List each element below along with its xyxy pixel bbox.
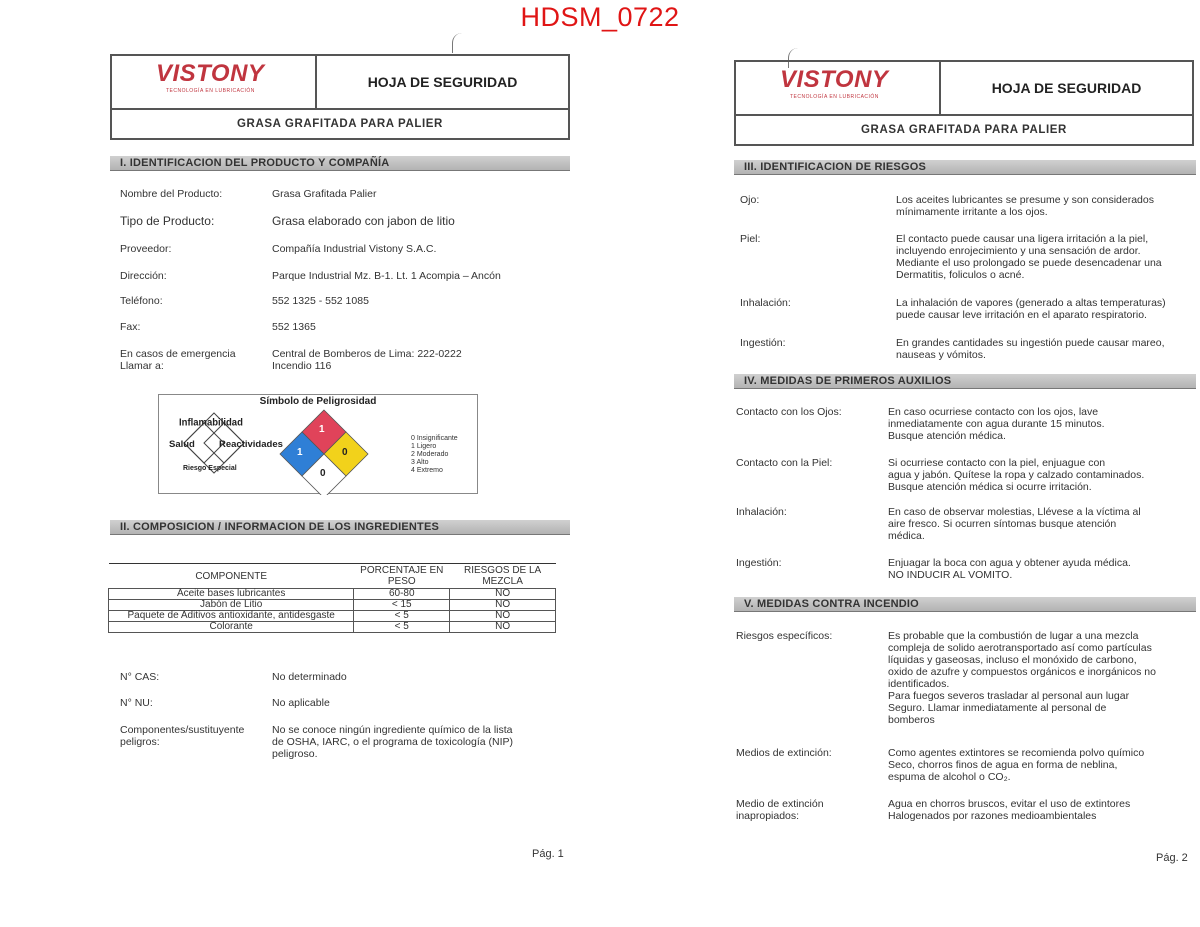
risk-text-line: nauseas y vómitos. [896, 349, 986, 361]
first-aid-text [888, 457, 1144, 493]
emergency-label-line: Llamar a: [120, 360, 164, 372]
risk-text-line: incluyendo enrojecimiento y una sensación de ardor. [896, 245, 1141, 257]
identifier-value: No aplicable [272, 697, 330, 709]
first-aid-label: Ingestión: [736, 557, 782, 569]
composition-table [108, 563, 556, 633]
risk-text-line: En grandes cantidades su ingestión puede causar mareo, [896, 337, 1165, 349]
id-value: 552 1365 [272, 321, 316, 333]
first-aid-row [736, 557, 1196, 581]
id-label: Proveedor: [120, 243, 172, 255]
product-name-header: GRASA GRAFITADA PARA PALIER [112, 108, 568, 138]
fire-row [736, 747, 1196, 785]
logo-tagline: TECNOLOGÍA EN LUBRICACIÓN [790, 94, 879, 100]
risk-row [740, 194, 1195, 218]
table-cell: < 5 [354, 611, 450, 622]
fire-label [736, 798, 824, 822]
hazard-symbol-title: Símbolo de Peligrosidad [259, 396, 377, 407]
vistony-logo [156, 62, 264, 94]
page-1 [100, 44, 570, 914]
hazard-label-health: Salud [169, 439, 195, 450]
id-label: Nombre del Producto: [120, 188, 223, 200]
table-row [109, 611, 556, 622]
risk-row [740, 297, 1195, 321]
fire-label: Medios de extinción: [736, 747, 832, 759]
fire-line: Como agentes extintores se recomienda polvo químico [888, 747, 1145, 759]
identifier-row [120, 671, 560, 683]
hazard-label-special: Riesgo Especial [183, 465, 237, 472]
risk-text [896, 194, 1154, 218]
identifier-label: N° CAS: [120, 671, 160, 683]
risk-text-line: Los aceites lubricantes se presume y son considerados [896, 194, 1154, 206]
risk-text-line: mínimamente irritante a los ojos. [896, 206, 1048, 218]
nfpa-diamond [280, 410, 368, 495]
first-aid-text [888, 406, 1105, 442]
value-line: No se conoce ningún ingrediente químico de la lista [272, 724, 513, 736]
risk-text-line: Dermatitis, foliculos o acné. [896, 269, 1025, 281]
id-label: Teléfono: [120, 295, 163, 307]
fire-line: Halogenados por razones medioambientales [888, 810, 1097, 822]
column-header: PORCENTAJE EN PESO [354, 564, 450, 589]
emergency-row [120, 348, 560, 374]
id-row [120, 321, 560, 333]
id-value: Parque Industrial Mz. B-1. Lt. 1 Acompia – Ancón [272, 270, 501, 282]
value-line: peligroso. [272, 748, 318, 760]
page-number: Pág. 2 [1156, 852, 1188, 864]
page-2 [728, 44, 1198, 914]
emergency-value-line: Central de Bomberos de Lima: 222-0222 [272, 348, 462, 360]
first-aid-row [736, 406, 1196, 442]
first-aid-line: aire fresco. Si ocurren síntomas busque atención [888, 518, 1117, 530]
fire-text [888, 747, 1144, 783]
section-1-heading: I. IDENTIFICACION DEL PRODUCTO Y COMPAÑÍA [110, 156, 570, 171]
id-label: Dirección: [120, 270, 167, 282]
vistony-logo [780, 68, 888, 100]
first-aid-row [736, 506, 1196, 542]
logo-cell [112, 56, 317, 108]
document-code: HDSM_0722 [520, 2, 680, 32]
fire-line: Para fuegos severos trasladar al personal aun lugar [888, 690, 1130, 702]
risk-label: Ojo: [740, 194, 760, 206]
fire-line: Seco, chorros finos de agua en forma de neblina, [888, 759, 1118, 771]
id-value: 552 1325 - 552 1085 [272, 295, 369, 307]
table-cell: Colorante [109, 622, 354, 633]
table-row [109, 589, 556, 600]
page-number: Pág. 1 [532, 848, 564, 860]
logo-cell [736, 62, 941, 114]
id-row [120, 270, 560, 282]
id-value: Grasa Grafitada Palier [272, 188, 377, 200]
first-aid-line: médica. [888, 530, 925, 542]
identifier-value: No determinado [272, 671, 347, 683]
risk-label: Piel: [740, 233, 761, 245]
fire-row [736, 798, 1196, 822]
id-value: Grasa elaborado con jabon de litio [272, 214, 455, 228]
fire-line: identificados. [888, 678, 950, 690]
value-line: de OSHA, IARC, o el programa de toxicología (NIP) [272, 736, 514, 748]
logo-tagline: TECNOLOGÍA EN LUBRICACIÓN [166, 88, 255, 94]
id-row [120, 215, 560, 229]
risk-row [740, 233, 1195, 281]
risk-label: Inhalación: [740, 297, 791, 309]
section-5-heading: V. MEDIDAS CONTRA INCENDIO [734, 597, 1196, 612]
hazard-label-reactivity: Reactividades [219, 439, 283, 450]
first-aid-label: Contacto con los Ojos: [736, 406, 842, 418]
document-title: HOJA DE SEGURIDAD [991, 80, 1142, 96]
scale-entry: 1 Ligero [411, 443, 437, 450]
scale-entry: 4 Extremo [411, 467, 443, 474]
emergency-value-line: Incendio 116 [272, 360, 332, 372]
first-aid-text [888, 557, 1131, 581]
nfpa-reactivity-value: 0 [342, 447, 348, 458]
label-line: Componentes/sustituyente [120, 724, 245, 736]
id-label: Tipo de Producto: [120, 214, 215, 228]
fire-text [888, 798, 1130, 822]
fire-label-line: Medio de extinción [736, 798, 824, 810]
label-line: peligros: [120, 736, 160, 748]
table-cell: NO [450, 589, 556, 600]
fire-line: compleja de solido aerotransportado así como partículas [888, 642, 1152, 654]
table-row [109, 622, 556, 633]
risk-label: Ingestión: [740, 337, 786, 349]
fire-label: Riesgos específicos: [736, 630, 833, 642]
first-aid-text [888, 506, 1141, 542]
fire-line: Es probable que la combustión de lugar a una mezcla [888, 630, 1139, 642]
first-aid-line: agua y jabón. Quítese la ropa y calzado contaminados. [888, 469, 1145, 481]
emergency-value [272, 348, 462, 372]
risk-text [896, 337, 1165, 361]
hazard-symbol-box [158, 394, 478, 494]
first-aid-label: Inhalación: [736, 506, 787, 518]
table-cell: Jabón de Litio [109, 600, 354, 611]
nfpa-health-value: 1 [297, 447, 303, 458]
id-row [120, 188, 560, 200]
first-aid-line: En caso de observar molestias, Llévese a la víctima al [888, 506, 1141, 518]
first-aid-label: Contacto con la Piel: [736, 457, 833, 469]
first-aid-line: Busque atención médica si ocurre irritación. [888, 481, 1092, 493]
first-aid-line: En caso ocurriese contacto con los ojos, lave [888, 406, 1099, 418]
risk-text [896, 297, 1166, 321]
hazard-label-flammability: Inflamabilidad [179, 416, 243, 429]
table-cell: 60-80 [354, 589, 450, 600]
risk-text-line: El contacto puede causar una ligera irritación a la piel, [896, 233, 1149, 245]
table-cell: NO [450, 622, 556, 633]
first-aid-line: Si ocurriese contacto con la piel, enjuague con [888, 457, 1106, 469]
table-cell: < 5 [354, 622, 450, 633]
nfpa-flammability-value: 1 [319, 424, 325, 435]
risk-text [896, 233, 1162, 281]
nfpa-special-value: 0 [320, 468, 326, 479]
table-header-row [109, 564, 556, 589]
page-curl [452, 33, 466, 53]
logo-text: VISTONY [156, 60, 265, 87]
logo-text: VISTONY [780, 66, 889, 93]
hazardous-components-row [120, 724, 560, 762]
first-aid-line: Enjuagar la boca con agua y obtener ayuda médica. [888, 557, 1131, 569]
id-value: Compañía Industrial Vistony S.A.C. [272, 243, 437, 255]
scale-entry: 3 Alto [411, 459, 429, 466]
hazardous-components-label [120, 724, 244, 748]
emergency-label-line: En casos de emergencia [120, 348, 236, 360]
id-label: Fax: [120, 321, 141, 333]
fire-line: oxido de azufre y compuestos orgánicos e inorgánicos no [888, 666, 1156, 678]
page-1-header [110, 54, 570, 140]
fire-line: Agua en chorros bruscos, evitar el uso de extintores [888, 798, 1131, 810]
hazardous-components-value [272, 724, 513, 760]
table-cell: Aceite bases lubricantes [109, 589, 354, 600]
scale-entry: 0 Insignificante [411, 435, 458, 442]
table-cell: < 15 [354, 600, 450, 611]
table-row [109, 600, 556, 611]
identifier-label: N° NU: [120, 697, 153, 709]
risk-row [740, 337, 1195, 361]
risk-text-line: La inhalación de vapores (generado a altas temperaturas) [896, 297, 1166, 309]
section-4-heading: IV. MEDIDAS DE PRIMEROS AUXILIOS [734, 374, 1196, 389]
emergency-label [120, 348, 236, 372]
risk-text-line: puede causar leve irritación en el aparato respiratorio. [896, 309, 1147, 321]
first-aid-line: inmediatamente con agua durante 15 minutos. [888, 418, 1105, 430]
risk-text-line: Mediante el uso prolongado se puede desencadenar una [896, 257, 1162, 269]
table-cell: NO [450, 600, 556, 611]
first-aid-line: NO INDUCIR AL VOMITO. [888, 569, 1013, 581]
id-row [120, 243, 560, 255]
section-2-heading: II. COMPOSICION / INFORMACION DE LOS INGREDIENTES [110, 520, 570, 535]
fire-text [888, 630, 1156, 726]
fire-line: líquidas y gaseosas, incluso el monóxido de carbono, [888, 654, 1137, 666]
first-aid-line: Busque atención médica. [888, 430, 1006, 442]
section-3-heading: III. IDENTIFICACION DE RIESGOS [734, 160, 1196, 175]
fire-line: Seguro. Llamar inmediatamente al personal de [888, 702, 1107, 714]
document-title: HOJA DE SEGURIDAD [367, 74, 518, 90]
column-header: RIESGOS DE LA MEZCLA [450, 564, 556, 589]
fire-row [736, 630, 1196, 726]
nfpa-scale-legend [411, 435, 458, 475]
identifier-row [120, 697, 560, 709]
page-2-header [734, 60, 1194, 146]
id-row [120, 295, 560, 307]
fire-label-line: inapropiados: [736, 810, 800, 822]
fire-line: bomberos [888, 714, 935, 726]
product-name-header: GRASA GRAFITADA PARA PALIER [736, 114, 1192, 144]
table-cell: NO [450, 611, 556, 622]
scale-entry: 2 Moderado [411, 451, 449, 458]
column-header: COMPONENTE [109, 564, 354, 589]
fire-line: espuma de alcohol o CO₂. [888, 771, 1011, 783]
first-aid-row [736, 457, 1196, 493]
table-cell: Paquete de Aditivos antioxidante, antidesgaste [109, 611, 354, 622]
